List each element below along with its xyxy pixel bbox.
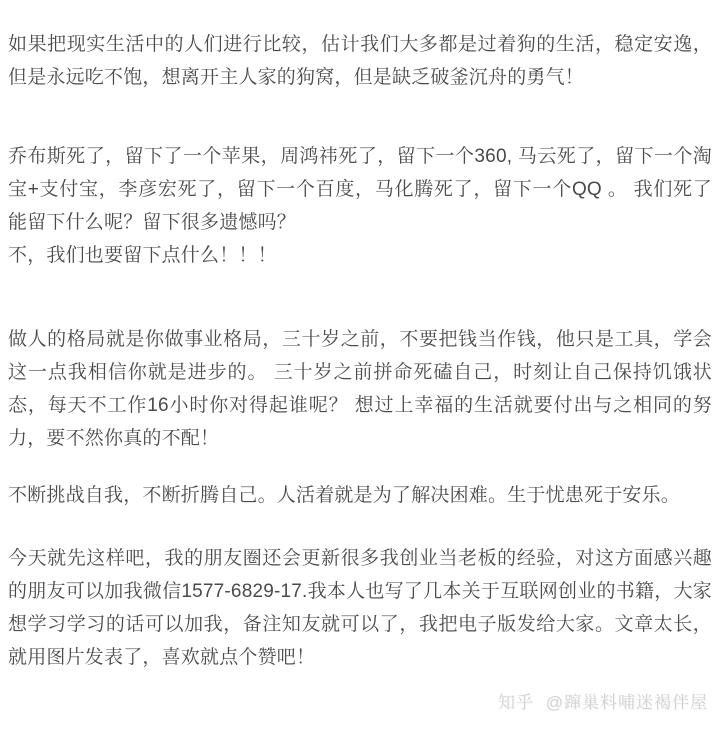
paragraph-challenge-self: 不断挑战自我，不断折腾自己。人活着就是为了解决困难。生于忧患死于安乐。 (8, 485, 681, 506)
paragraph-dog-life: 如果把现实生活中的人们进行比较，估计我们大多都是过着狗的生活，稳定安逸，但是永远吃不饱，想离开主人家的狗窝，但是缺乏破釜沉舟的勇气！ (8, 34, 712, 88)
paragraph-closing-wechat: 今天就先这样吧，我的朋友圈还会更新很多我创业当老板的经验，对这方面感兴趣的朋友可以加我微信1577-6829-17.我本人也写了几本关于互联网创业的书籍，大家想学习学习的话可以加我，备注知友就可以了，我把电子版发给大家。文章太长，就用图片发表了，喜欢就点个赞吧！ (8, 548, 712, 668)
paragraph-leave-something: 不，我们也要留下点什么！！！ (8, 245, 277, 266)
zhihu-watermark (498, 691, 708, 715)
zhihu-logo-text: 知乎 (498, 693, 534, 712)
paragraph-founders-legacy: 乔布斯死了，留下了一个苹果，周鸿祎死了，留下一个360, 马云死了，留下一个淘宝+支付宝，李彦宏死了，留下一个百度，马化腾死了，留下一个QQ 。 我们死了能留下什么呢？留下很多遗憾吗？ (8, 146, 712, 233)
paragraph-life-pattern: 做人的格局就是你做事业格局，三十岁之前，不要把钱当作钱，他只是工具，学会这一点我相信你就是进步的。 三十岁之前拼命死磕自己，时刻让自己保持饥饿状态，每天不工作16小时你对得起谁呢？ 想过上幸福的生活就要付出与之相同的努力，要不然你真的不配！ (8, 329, 712, 449)
watermark-username: @蹿巢料哺迷褐伴屋 (545, 693, 708, 712)
